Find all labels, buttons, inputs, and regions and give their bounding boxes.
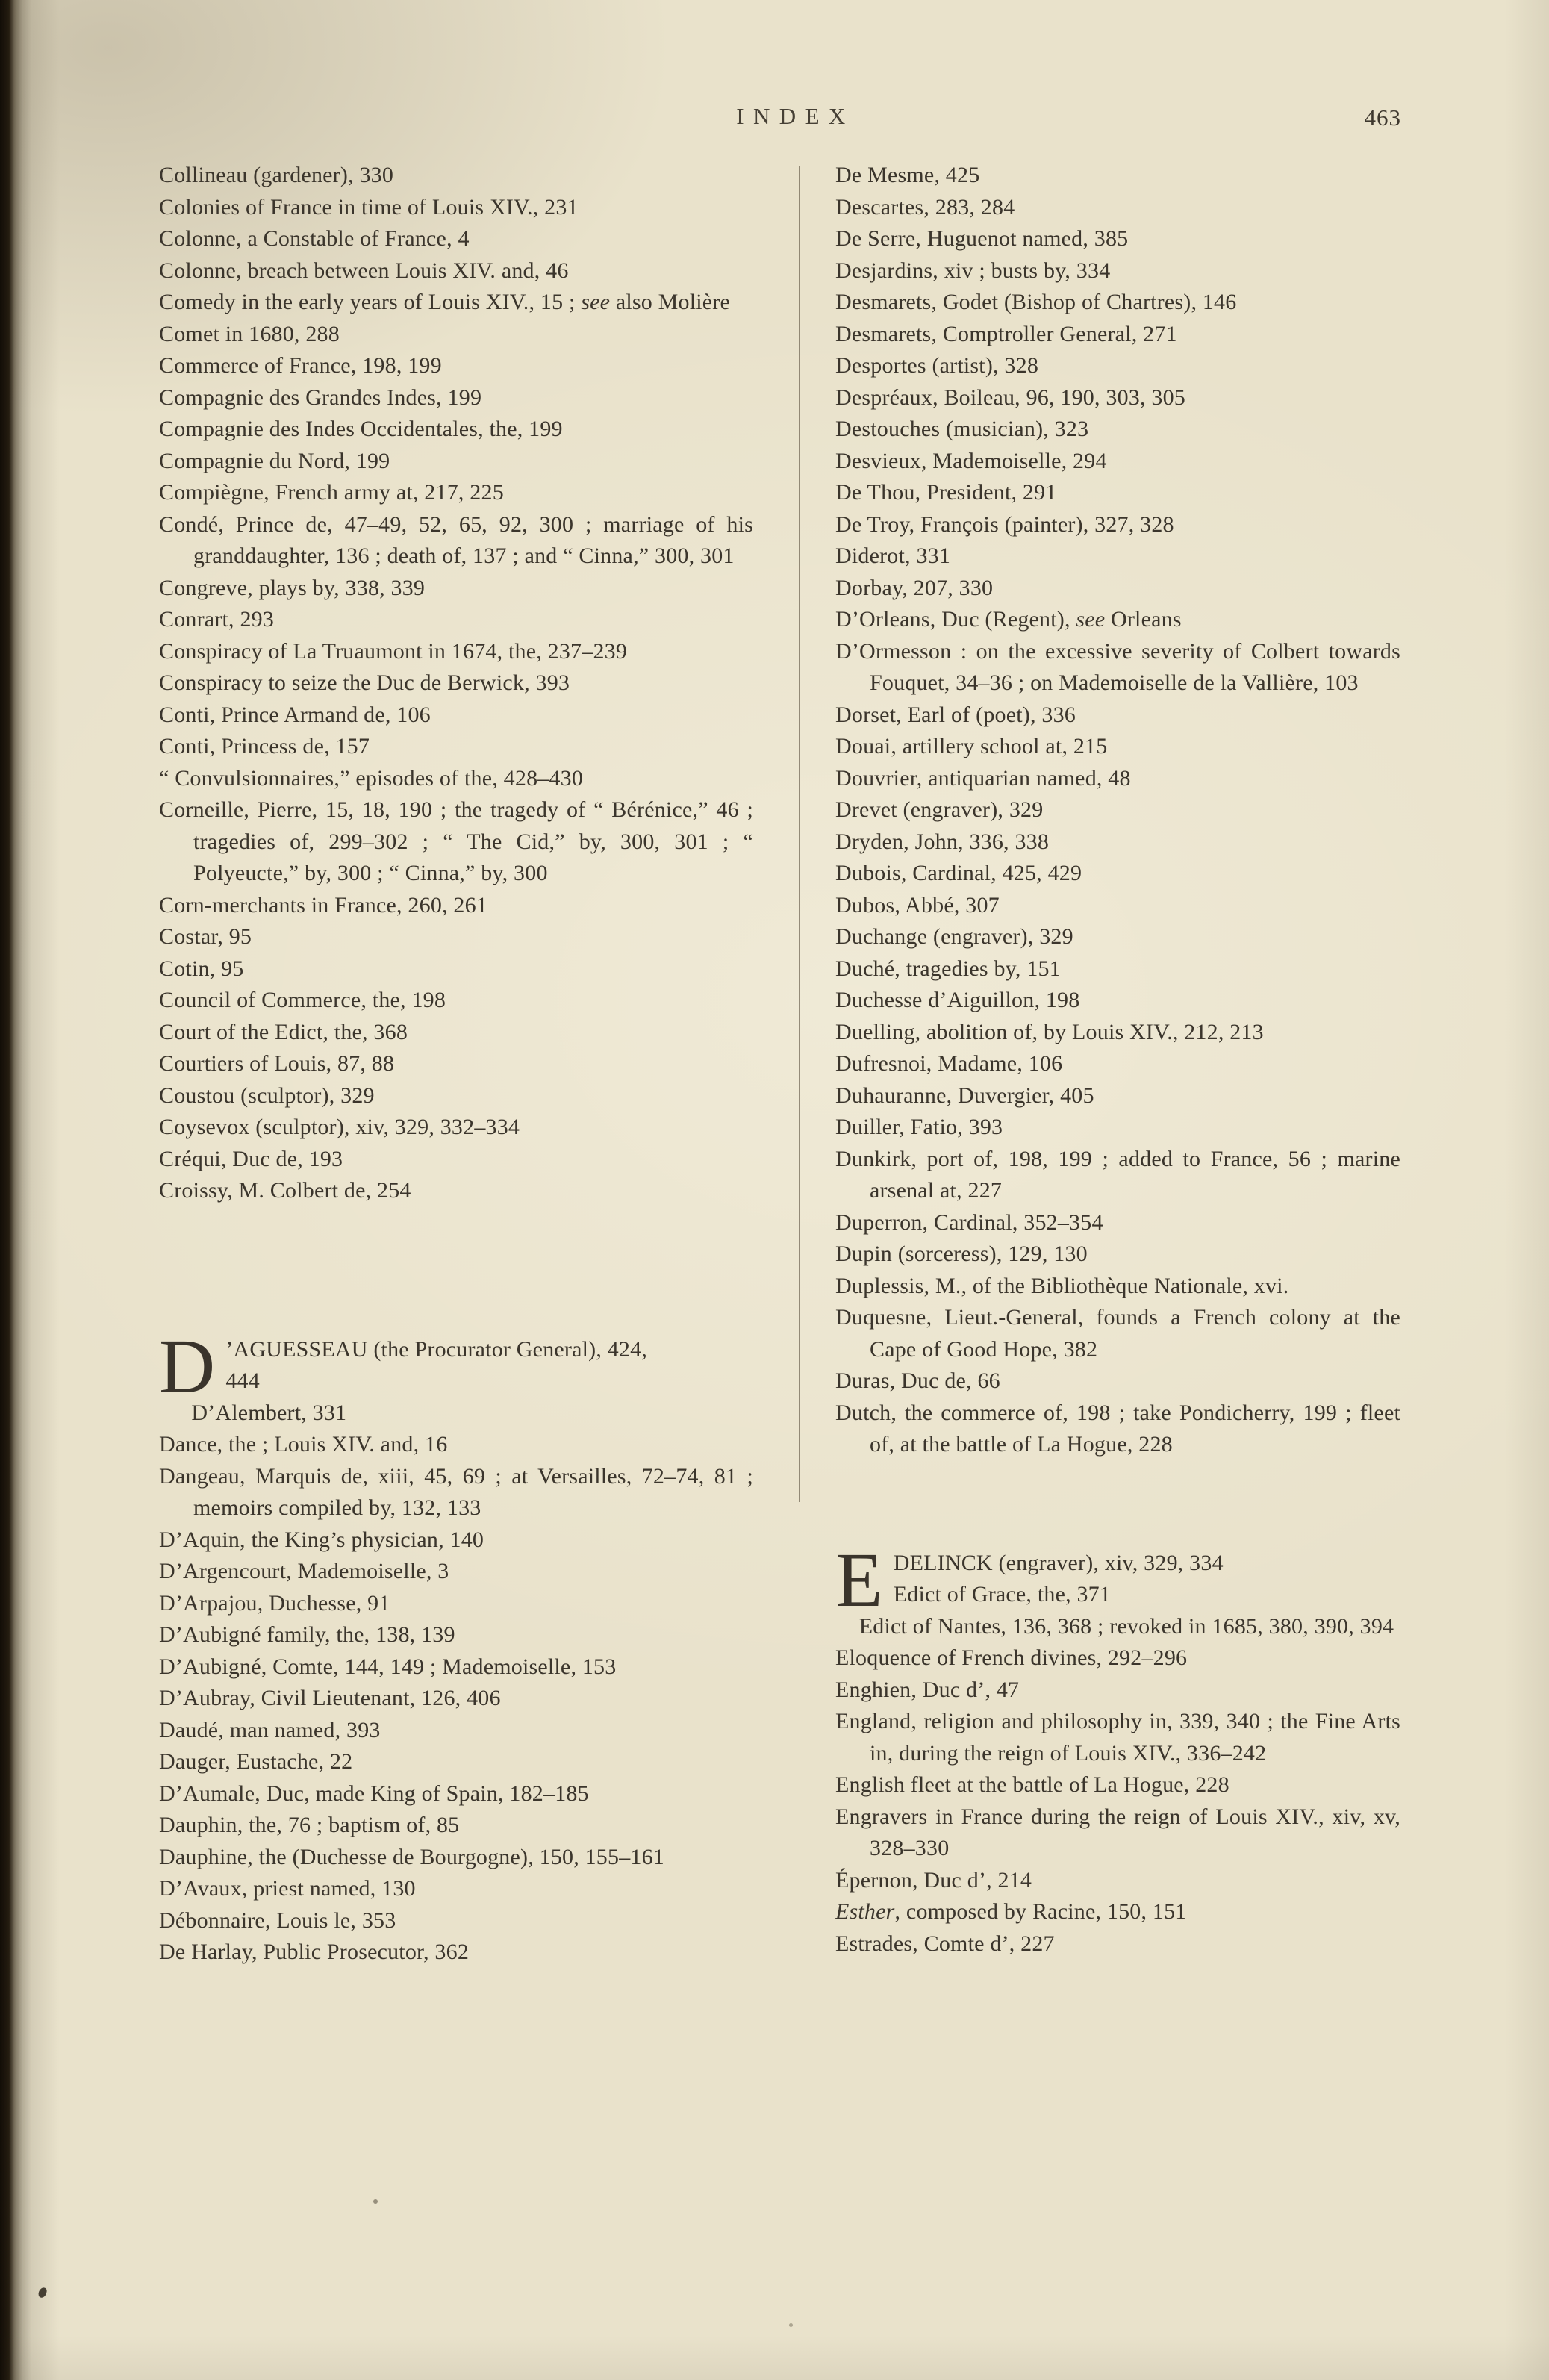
entry-text: Colonies of France in time of Louis XIV., 231 xyxy=(159,194,579,219)
entry-text: Cotin, 95 xyxy=(159,956,244,981)
entry-text: D’Orleans, Duc (Regent), xyxy=(835,607,1076,632)
entry-text: Duché, tragedies by, 151 xyxy=(835,956,1061,981)
entry-text: Estrades, Comte d’, 227 xyxy=(835,1931,1055,1956)
entry-text: Comet in 1680, 288 xyxy=(159,321,340,346)
entry-text: Dauphin, the, 76 ; baptism of, 85 xyxy=(159,1813,460,1837)
index-entry xyxy=(835,858,1400,890)
index-entry xyxy=(159,1429,753,1461)
index-entry xyxy=(835,477,1400,509)
entry-text: Destouches (musician), 323 xyxy=(835,417,1089,441)
entry-text: 444 xyxy=(225,1368,260,1393)
index-entry xyxy=(835,1642,1400,1675)
entry-text: Corneille, Pierre, 15, 18, 190 ; the tragedy of “ Bérénice,” 46 ; tragedies of, 299–302 ; “ The Cid,” by, 300, 301 ; “ Polyeucte,” by, 300 ; “ Cinna,” by, 300 xyxy=(159,797,753,885)
index-entry xyxy=(159,1112,753,1144)
index-entry xyxy=(159,890,753,922)
entry-text: Coysevox (sculptor), xiv, 329, 332–334 xyxy=(159,1115,520,1139)
index-entry xyxy=(159,794,753,890)
index-entry xyxy=(835,1398,1400,1461)
entry-text: Dorbay, 207, 330 xyxy=(835,575,994,600)
index-entry xyxy=(159,1746,753,1778)
index-entry xyxy=(159,1683,753,1715)
index-entry xyxy=(835,1928,1400,1960)
entry-text: Desvieux, Mademoiselle, 294 xyxy=(835,448,1107,473)
index-entry xyxy=(835,636,1400,700)
entry-text: Dubos, Abbé, 307 xyxy=(835,892,1000,918)
index-entry xyxy=(835,319,1400,351)
entry-text: Congreve, plays by, 338, 339 xyxy=(159,575,426,600)
index-entry xyxy=(835,604,1400,636)
entry-text: Collineau (gardener), 330 xyxy=(159,163,394,187)
index-entry xyxy=(159,382,753,414)
entry-text: “ Convulsionnaires,” episodes of the, 428–430 xyxy=(159,765,584,791)
index-entry xyxy=(835,1017,1400,1049)
index-entry xyxy=(159,1048,753,1080)
index-entry xyxy=(159,350,753,382)
entry-text: Duelling, abolition of, by Louis XIV., 212, 213 xyxy=(835,1019,1264,1044)
entry-text: Coustou (sculptor), 329 xyxy=(159,1082,375,1108)
entry-text: Conti, Prince Armand de, 106 xyxy=(159,702,431,727)
entry-text: De Harlay, Public Prosecutor, 362 xyxy=(159,1940,470,1964)
index-entry xyxy=(159,509,753,573)
index-entry xyxy=(159,192,753,224)
index-entry xyxy=(835,350,1400,382)
index-entry xyxy=(159,604,753,636)
ink-speck xyxy=(373,2199,378,2204)
index-entry xyxy=(835,1239,1400,1271)
index-entry xyxy=(835,1271,1400,1303)
entry-text: Compagnie du Nord, 199 xyxy=(159,448,390,473)
index-entry xyxy=(159,319,753,351)
entry-text: D’Aquin, the King’s physician, 140 xyxy=(159,1527,484,1552)
index-entry xyxy=(159,223,753,255)
index-entry xyxy=(159,1398,753,1430)
index-entry xyxy=(835,1769,1400,1801)
page-number: 463 xyxy=(1364,105,1401,131)
index-entry xyxy=(159,287,753,319)
index-entry xyxy=(159,1937,753,1969)
entry-text: D’Arpajou, Duchesse, 91 xyxy=(159,1590,390,1616)
index-entry-section-start xyxy=(159,1323,753,1409)
italic-entry-text: see xyxy=(581,290,611,314)
entry-text: Dryden, John, 336, 338 xyxy=(835,829,1050,854)
index-entry xyxy=(159,700,753,732)
index-entry xyxy=(835,731,1400,763)
entry-text: De Thou, President, 291 xyxy=(835,480,1057,505)
entry-text: De Mesme, 425 xyxy=(835,163,980,187)
entry-text: Conspiracy to seize the Duc de Berwick, 393 xyxy=(159,670,570,695)
index-entry xyxy=(159,1619,753,1651)
index-entry xyxy=(835,1207,1400,1239)
entry-text: Court of the Edict, the, 368 xyxy=(159,1019,408,1044)
entry-text: Conspiracy of La Truaumont in 1674, the, 237–239 xyxy=(159,638,628,664)
entry-text: Engravers in France during the reign of Louis XIV., xiv, xv, 328–330 xyxy=(835,1804,1400,1860)
left-column xyxy=(159,160,753,1969)
entry-text: Duchesse d’Aiguillon, 198 xyxy=(835,988,1080,1012)
entry-text: Dufresnoi, Madame, 106 xyxy=(835,1051,1063,1076)
index-entry xyxy=(835,509,1400,541)
entry-text: Costar, 95 xyxy=(159,924,252,949)
entry-text: ’AGUESSEAU (the Procurator General), 424, xyxy=(225,1336,648,1362)
entry-text: D’Argencourt, Mademoiselle, 3 xyxy=(159,1559,449,1583)
entry-text: De Troy, François (painter), 327, 328 xyxy=(835,511,1174,537)
entry-text: Edict of Nantes, 136, 368 ; revoked in 1685, 380, 390, 394 xyxy=(858,1613,1394,1639)
entry-text: Duhauranne, Duvergier, 405 xyxy=(835,1082,1094,1108)
index-entry xyxy=(159,636,753,668)
entry-text: Épernon, Duc d’, 214 xyxy=(835,1867,1032,1893)
index-entry xyxy=(835,700,1400,732)
entry-text: Dauphine, the (Duchesse de Bourgogne), 150, 155–161 xyxy=(159,1844,665,1869)
page-title: INDEX xyxy=(736,103,855,129)
index-entry xyxy=(159,1588,753,1620)
index-entry xyxy=(159,160,753,192)
index-entry xyxy=(835,1048,1400,1080)
entry-text: Duiller, Fatio, 393 xyxy=(835,1115,1003,1139)
section-dropcap-letter: D xyxy=(159,1323,216,1409)
index-entry xyxy=(159,255,753,287)
entry-text: Conrart, 293 xyxy=(159,607,275,632)
index-entry xyxy=(835,1675,1400,1707)
entry-text: England, religion and philosophy in, 339, 340 ; the Fine Arts in, during the reign of Louis XIV., 336–242 xyxy=(835,1709,1400,1766)
entry-text: Edict of Grace, the, 371 xyxy=(893,1582,1112,1607)
running-head xyxy=(0,103,1549,136)
index-entry xyxy=(159,1842,753,1874)
index-entry xyxy=(835,921,1400,953)
index-entry xyxy=(835,1112,1400,1144)
entry-text: Duras, Duc de, 66 xyxy=(835,1368,1000,1393)
index-entry xyxy=(159,731,753,763)
entry-text: Eloquence of French divines, 292–296 xyxy=(835,1645,1188,1670)
entry-text: Duperron, Cardinal, 352–354 xyxy=(835,1209,1103,1235)
index-entry xyxy=(835,192,1400,224)
index-entry xyxy=(835,223,1400,255)
index-entry xyxy=(159,763,753,795)
entry-text: Duchange (engraver), 329 xyxy=(835,924,1073,949)
index-entry xyxy=(835,573,1400,605)
index-entry xyxy=(835,446,1400,478)
entry-text: D’Aumale, Duc, made King of Spain, 182–185 xyxy=(159,1781,589,1806)
italic-entry-text: Esther xyxy=(835,1899,895,1924)
entry-text: Descartes, 283, 284 xyxy=(835,194,1015,219)
index-entry xyxy=(835,160,1400,192)
index-entry xyxy=(159,1810,753,1842)
index-entry xyxy=(835,1579,1400,1611)
entry-text: Colonne, a Constable of France, 4 xyxy=(159,226,470,251)
index-entry xyxy=(159,477,753,509)
entry-text: Drevet (engraver), 329 xyxy=(835,797,1044,822)
entry-text: Duquesne, Lieut.-General, founds a French colony at the Cape of Good Hope, 382 xyxy=(835,1305,1400,1362)
index-entry xyxy=(835,1896,1400,1928)
entry-text: Croissy, M. Colbert de, 254 xyxy=(159,1178,411,1203)
entry-text: Orleans xyxy=(1105,607,1182,632)
entry-text: Dubois, Cardinal, 425, 429 xyxy=(835,861,1082,885)
entry-text: Desmarets, Comptroller General, 271 xyxy=(835,321,1177,346)
entry-text: Compiègne, French army at, 217, 225 xyxy=(159,480,504,505)
entry-text: Dupin (sorceress), 129, 130 xyxy=(835,1242,1088,1266)
entry-text: D’Ormesson : on the excessive severity of Colbert towards Fouquet, 34–36 ; on Mademoiselle de la Vallière, 103 xyxy=(835,638,1400,695)
entry-text: Comedy in the early years of Louis XIV., 15 ; xyxy=(159,290,582,314)
index-entry xyxy=(835,1144,1400,1207)
index-entry xyxy=(835,1706,1400,1769)
entry-text: Desportes (artist), 328 xyxy=(835,353,1039,378)
index-entry xyxy=(159,1556,753,1588)
entry-text: Débonnaire, Louis le, 353 xyxy=(159,1907,396,1933)
index-entry xyxy=(835,826,1400,859)
entry-text: Desjardins, xiv ; busts by, 334 xyxy=(835,258,1111,283)
italic-entry-text: see xyxy=(1076,607,1106,632)
entry-text: Dauger, Eustache, 22 xyxy=(159,1749,353,1774)
entry-text: Dunkirk, port of, 198, 199 ; added to France, 56 ; marine arsenal at, 227 xyxy=(835,1146,1400,1203)
entry-text: DELINCK (engraver), xiv, 329, 334 xyxy=(893,1550,1224,1575)
entry-text: Courtiers of Louis, 87, 88 xyxy=(159,1051,395,1076)
entry-text: Douai, artillery school at, 215 xyxy=(835,734,1108,758)
index-entry xyxy=(835,414,1400,446)
entry-text: D’Aubigné family, the, 138, 139 xyxy=(159,1622,455,1647)
entry-text: Diderot, 331 xyxy=(835,543,951,568)
index-entry xyxy=(159,1461,753,1524)
index-entry xyxy=(835,541,1400,573)
index-entry xyxy=(159,573,753,605)
index-entry xyxy=(835,255,1400,287)
index-entry xyxy=(159,1715,753,1747)
entry-text: Dance, the ; Louis XIV. and, 16 xyxy=(159,1432,448,1457)
entry-text: Dangeau, Marquis de, xiii, 45, 69 ; at Versailles, 72–74, 81 ; memoirs compiled by, 132, 133 xyxy=(159,1463,753,1520)
entry-text: Conti, Princess de, 157 xyxy=(159,734,370,758)
index-entry xyxy=(159,1017,753,1049)
right-column xyxy=(835,160,1400,1969)
entry-text: Daudé, man named, 393 xyxy=(159,1717,381,1742)
ink-speck xyxy=(789,2323,793,2327)
entry-text: De Serre, Huguenot named, 385 xyxy=(835,226,1129,251)
index-entry xyxy=(835,1611,1400,1643)
entry-text: Compagnie des Grandes Indes, 199 xyxy=(159,384,482,410)
index-entry xyxy=(835,1801,1400,1865)
index-entry xyxy=(835,794,1400,826)
index-entry xyxy=(835,890,1400,922)
index-entry xyxy=(159,1905,753,1937)
index-entry xyxy=(159,921,753,953)
index-entry xyxy=(159,985,753,1017)
index-entry xyxy=(835,953,1400,985)
entry-text: Dutch, the commerce of, 198 ; take Pondicherry, 199 ; fleet of, at the battle of La Hogue, 228 xyxy=(835,1400,1400,1457)
index-entry xyxy=(159,1873,753,1905)
index-entry xyxy=(159,1144,753,1176)
index-entry xyxy=(159,1080,753,1112)
entry-text: D’Avaux, priest named, 130 xyxy=(159,1876,416,1901)
index-columns xyxy=(159,160,1400,1969)
index-entry xyxy=(159,1778,753,1810)
index-entry xyxy=(159,446,753,478)
index-entry xyxy=(835,1865,1400,1897)
entry-text: Dorset, Earl of (poet), 336 xyxy=(835,702,1076,727)
entry-text: Créqui, Duc de, 193 xyxy=(159,1146,343,1171)
index-entry xyxy=(835,382,1400,414)
entry-text: also Molière xyxy=(610,290,731,314)
entry-text: English fleet at the battle of La Hogue, 228 xyxy=(835,1772,1229,1797)
entry-text: D’Aubray, Civil Lieutenant, 126, 406 xyxy=(159,1686,501,1710)
entry-text: Council of Commerce, the, 198 xyxy=(159,988,446,1012)
index-entry xyxy=(159,1524,753,1557)
index-entry xyxy=(159,1175,753,1207)
entry-text: Despréaux, Boileau, 96, 190, 303, 305 xyxy=(835,384,1185,410)
entry-text: Compagnie des Indes Occidentales, the, 199 xyxy=(159,417,563,441)
entry-text: Commerce of France, 198, 199 xyxy=(159,353,442,378)
index-entry xyxy=(835,287,1400,319)
entry-text: D’Aubigné, Comte, 144, 149 ; Mademoiselle, 153 xyxy=(159,1654,617,1679)
entry-text: , composed by Racine, 150, 151 xyxy=(894,1899,1187,1924)
entry-text: Desmarets, Godet (Bishop of Chartres), 146 xyxy=(835,290,1237,314)
entry-text: Enghien, Duc d’, 47 xyxy=(835,1677,1020,1702)
ink-speck xyxy=(37,2287,48,2299)
entry-text: Condé, Prince de, 47–49, 52, 65, 92, 300 ; marriage of his granddaughter, 136 ; death of, 137 ; and “ Cinna,” 300, 301 xyxy=(159,511,753,568)
index-entry xyxy=(159,414,753,446)
index-entry xyxy=(835,985,1400,1017)
index-entry xyxy=(835,763,1400,795)
index-entry xyxy=(159,667,753,700)
index-entry xyxy=(159,1651,753,1683)
entry-text: Douvrier, antiquarian named, 48 xyxy=(835,765,1131,791)
entry-text: D’Alembert, 331 xyxy=(191,1400,347,1425)
index-entry xyxy=(159,953,753,985)
entry-text: Colonne, breach between Louis XIV. and, 46 xyxy=(159,258,569,283)
page-left-edge-shadow xyxy=(0,0,31,2380)
index-entry xyxy=(835,1302,1400,1365)
section-dropcap-letter: E xyxy=(835,1536,883,1623)
index-entry xyxy=(835,1080,1400,1112)
entry-text: Duplessis, M., of the Bibliothèque Nationale, xvi. xyxy=(835,1273,1289,1298)
entry-text: Corn-merchants in France, 260, 261 xyxy=(159,892,488,918)
index-entry xyxy=(835,1365,1400,1398)
